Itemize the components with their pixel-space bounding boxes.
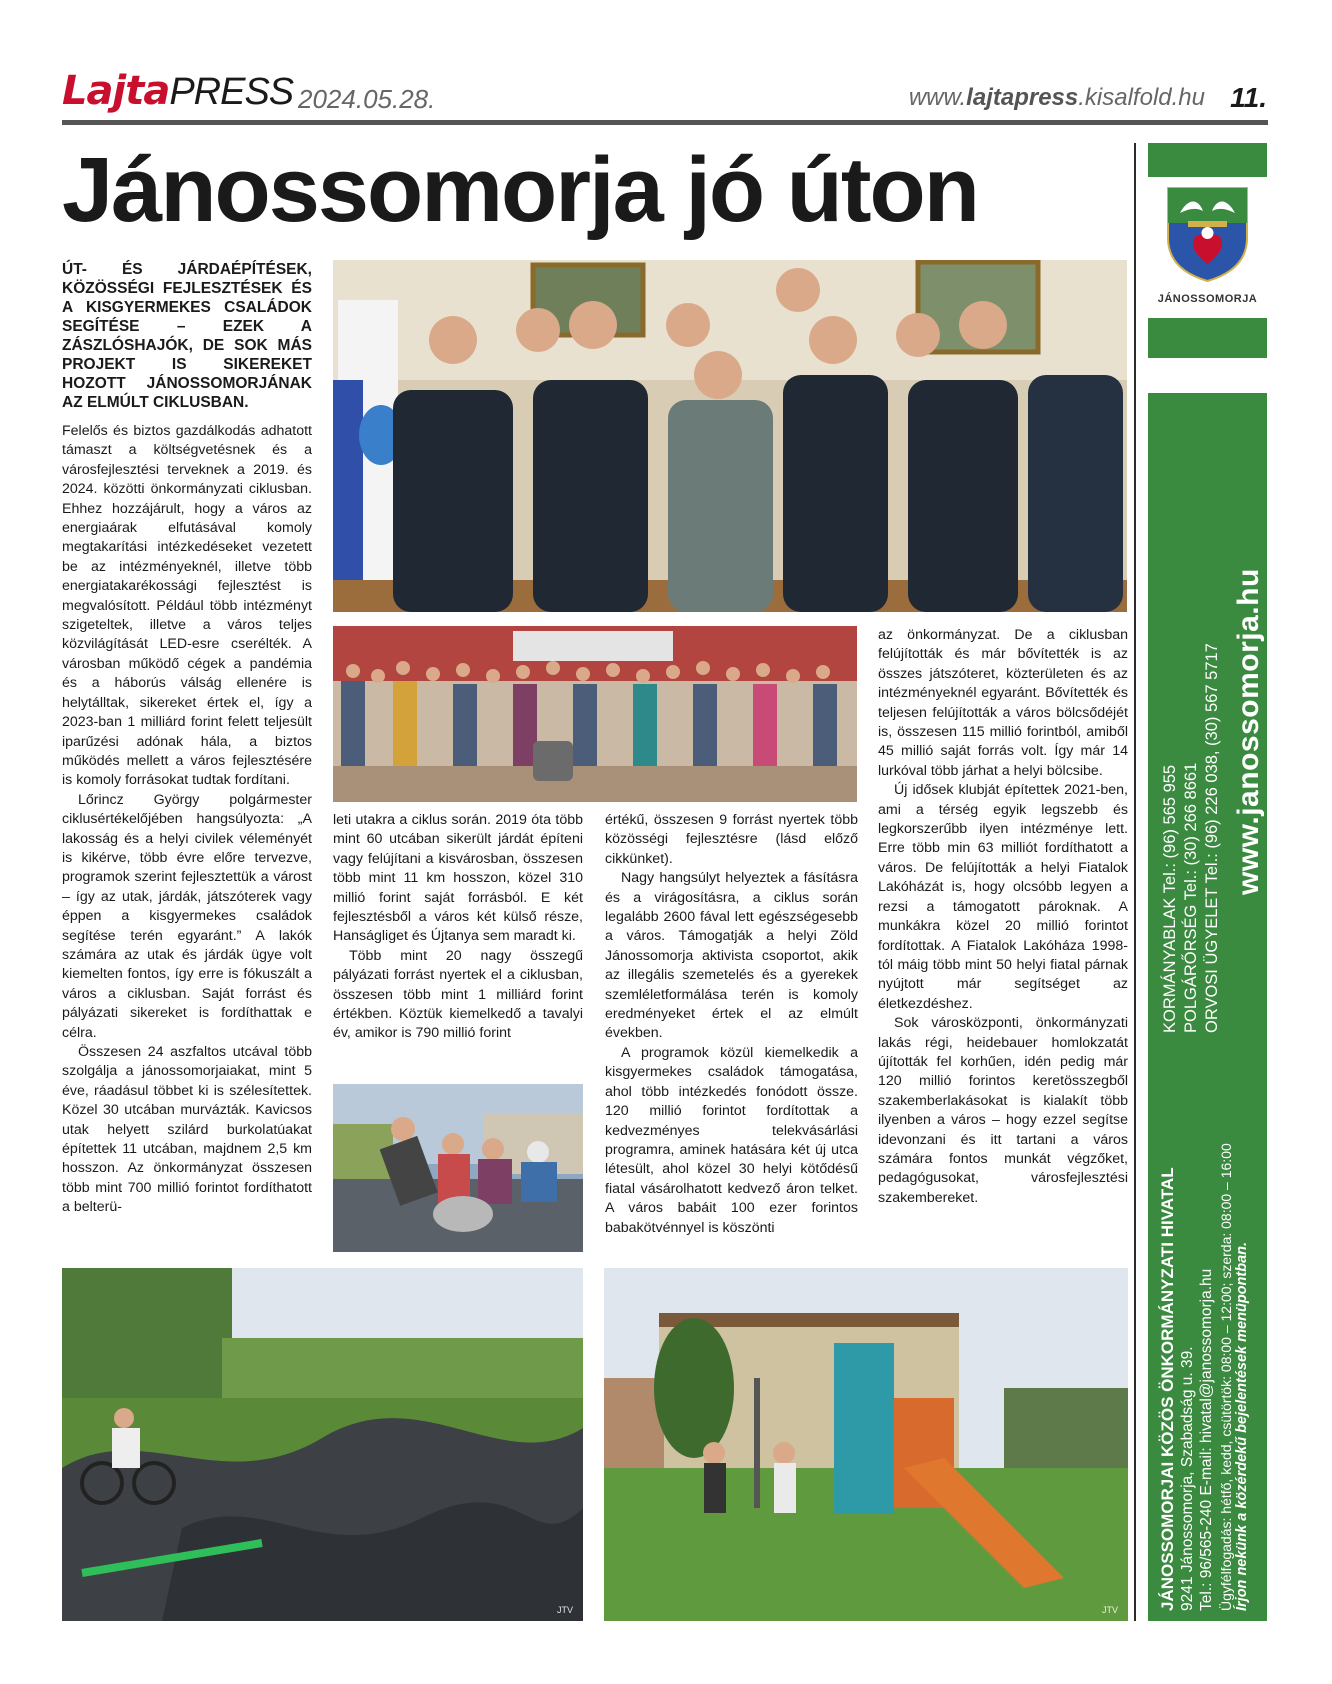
city-website: www.janossomorja.hu xyxy=(1232,568,1265,895)
headline-bold: jó úton xyxy=(685,139,978,241)
city-crest-box xyxy=(1148,143,1267,358)
header-rule xyxy=(62,120,1268,125)
crest-band-top xyxy=(1148,143,1267,177)
photo-credit: JTV xyxy=(1101,1605,1118,1615)
sidebar-divider xyxy=(1134,143,1136,1621)
logo-lajta-text: Lajta xyxy=(62,68,170,114)
paragraph: Új idősek klubját építettek 2021-ben, ami a térség egyik legszebb és legkorszerűbb ilyen intézménye lett. Erre több min 63 milliót fordíthatott a város. De felújították a helyi Fiatalok Lakóházát is, hogy olcsóbb legyen a rezsi a támogatott pároknak. A munkákra közel 20 millió forintot fordítottak. A Fiatalok Lakóháza 1998-tól máig több mint 50 helyi fiatal párnak nyújtott már segítséget az életkezdéshez. xyxy=(878,782,1128,1012)
article-column-2 xyxy=(333,811,583,1044)
paragraph: A programok közül kiemelkedik a kisgyermekes családok támogatása, ahol több intézkedés fonódott össze. 120 millió forintot fordítottak a kedvezményes telekvásárlási programra, aminek hatására két új utca létesült, ahol közel 30 helyi kötődésű fiatal vásárolhatott kedvező áron telket. A város babáit 100 ezer forintos babakötvénnyel is köszönti xyxy=(605,1044,858,1236)
contact-line: ORVOSI ÜGYELET Tel.: (96) 226 038, (30) 567 5717 xyxy=(1203,643,1221,1033)
photo-credit: JTV xyxy=(556,1605,573,1615)
contact-line: POLGÁRŐRSÉG Tel.: (30) 266 8661 xyxy=(1182,762,1200,1033)
url-bold: lajtapress xyxy=(966,84,1079,111)
photo-pumptrack xyxy=(62,1268,583,1621)
article-column-1 xyxy=(62,422,312,1218)
photo-barrel-event xyxy=(333,1084,583,1252)
municipal-info-sidebar xyxy=(1148,393,1267,1621)
paragraph: Több mint 20 nagy összegű pályázati forrást nyertek el a ciklusban, összesen több mint 1 milliárd forint értékben. Köztük kiemelkedő a tavalyi év, amikor is 790 millió forint xyxy=(333,947,583,1042)
page-header xyxy=(62,64,1267,120)
site-url xyxy=(909,84,1205,112)
paragraph: az önkormányzat. De a ciklusban felújították és már bővítették is az összes játszóteret, közterületen és az intézményeknél egyaránt. Bővítették és teljesen felújították a város bölcsődéjét is, összesen 115 millió forintból, amiből 45 millió saját forrás volt. Így már 14 lurkóval több járhat a helyi bölcsibe. xyxy=(878,627,1128,779)
paragraph: Felelős és biztos gazdálkodás adhatott támaszt a költségvetésnek és a városfejlesztési terveknek a 2019. és 2024. közötti önkormányzati ciklusban. Ehhez hozzájárult, hogy a város az energiaárak elfutásával komoly megtakarítási intézkedéseket vezetett be az intézményeknél, illetve több energiatakarékossági fejlesztést is megvalósított. Például több intézményt szigeteltek, illetve a város teljes közvilágítását LED-esre cserélték. A városban működő cégek a pandémia és a háborús válság ellenére is helytálltak, sikereket értek el, így a 2023-ban 1 milliárd forint felett teljesült iparűzési adónak hála, a biztos működés mellett a város fejlesztésére is komoly forrásokat tudtak fordítani. xyxy=(62,423,312,789)
paragraph: leti utakra a ciklus során. 2019 óta több mint 60 utcában sikerült járdát építeni vagy felújítani a kisvárosban, összesen több mint 11 km hosszon, közel 310 millió forint saját forrásból. E két fejlesztésből a város két külső része, Hanságliget és Újtanya sem maradt ki. xyxy=(333,812,583,945)
emergency-contacts xyxy=(1160,643,1223,1033)
headline-plain: Jánossomorja xyxy=(62,139,686,241)
page-number: 11. xyxy=(1230,82,1267,113)
article-column-4 xyxy=(878,626,1128,1208)
paragraph: Sok városközponti, önkormányzati lakás régi, heidebauer homlokzatát újították fel korhűen, idén pedig már 120 millió forintos keretösszegből szakemberlakásokat is kialakít több ilyenben a város – hogy ezzel segítse idevonzani és itt tartani a város számára fontos munkát végzőket, pedagógusokat, városfejlesztési szakembereket. xyxy=(878,1015,1128,1206)
city-name-label: JÁNOSSOMORJA xyxy=(1157,293,1258,305)
paragraph: Lőrincz György polgármester ciklusértékelőjében hangsúlyozta: „A lakosság és a helyi civilek véleményét is kikérve, több évre előre tervezve, programok szerint fejlesztettük a várost – így az utak, járdák, játszóterek vagy éppen a kisgyermekes családok segítése terén egyaránt.” A lakók számára az utak és járdák ügye volt kiemelten fontos, így erre is fókuszált a város a ciklusban. Saját forrást és pályázati sikereket is fordíthattak e célra. xyxy=(62,791,312,1041)
paragraph: értékű, összesen 9 forrást nyertek több közösségi fejlesztésre (lásd előző cikkünket). xyxy=(605,812,858,867)
photo-playground xyxy=(604,1268,1128,1621)
logo-press-text: PRESS xyxy=(169,71,294,113)
photo-council-group xyxy=(333,260,1127,612)
article-headline xyxy=(62,140,978,240)
publication-date: 2024.05.28. xyxy=(298,84,436,114)
office-contact: Tel.: 96/565-240 E-mail: hivatal@janossomorja.hu xyxy=(1198,1268,1215,1611)
contact-line: KORMÁNYABLAK Tel.: (96) 565 955 xyxy=(1161,764,1179,1033)
city-coat-of-arms-icon xyxy=(1158,183,1257,283)
office-title: JÁNOSSOMORJAI KÖZÖS ÖNKORMÁNYZATI HIVATAL xyxy=(1158,1167,1177,1611)
office-address: 9241 Jánossomorja, Szabadság u. 39. xyxy=(1178,1346,1196,1611)
lajtapress-logo xyxy=(62,68,293,114)
report-slogan: Írjon nekünk a közérdekű bejelentések menüpontban. xyxy=(1234,1241,1250,1611)
url-suffix: .kisalfold.hu xyxy=(1078,84,1205,111)
paragraph: Nagy hangsúlyt helyeztek a fásításra és a virágosításra, a ciklus során legalább 2600 fával lett egészségesebb a város. Támogatják a helyi Zöld Jánossomorja aktivista csoportot, akik az illegális szemetelés és a gyerekek szemléletformálása terén is komoly eredményeket értek el az elmúlt években. xyxy=(605,870,858,1042)
article-lead: ÚT- ÉS JÁRDAÉPÍTÉSEK, KÖZÖSSÉGI FEJLESZTÉSEK ÉS A KISGYERMEKES CSALÁDOK SEGÍTÉSE – EZEK A ZÁSZLÓSHAJÓK, DE SOK MÁS PROJEKT IS SIKEREKET HOZOTT JÁNOSSOMORJÁNAK AZ ELMÚLT CIKLUSBAN. xyxy=(62,261,312,411)
url-prefix: www. xyxy=(908,84,967,111)
article-column-3 xyxy=(605,811,858,1238)
office-hours: Ügyfélfogadás: hétfő, kedd, csütörtök: 08:00 – 12:00; szerda: 08:00 – 16:00 xyxy=(1217,1143,1234,1611)
photo-baby-event xyxy=(333,626,857,802)
office-info xyxy=(1158,1143,1236,1611)
paragraph: Összesen 24 aszfaltos utcával több szolgálja a jánossomorjaiakat, mint 5 éve, ráadásul többet ki is szélesítettek. Közel 30 utcában murvázták. Kavicsos utak helyett szilárd burkolatúakat építettek 11 utcában, majdnem 2,5 km hosszon. Az önkormányzat összesen több mint 700 millió forintot fordíthatott a belterü- xyxy=(62,1044,312,1216)
crest-band-bottom xyxy=(1148,318,1267,358)
